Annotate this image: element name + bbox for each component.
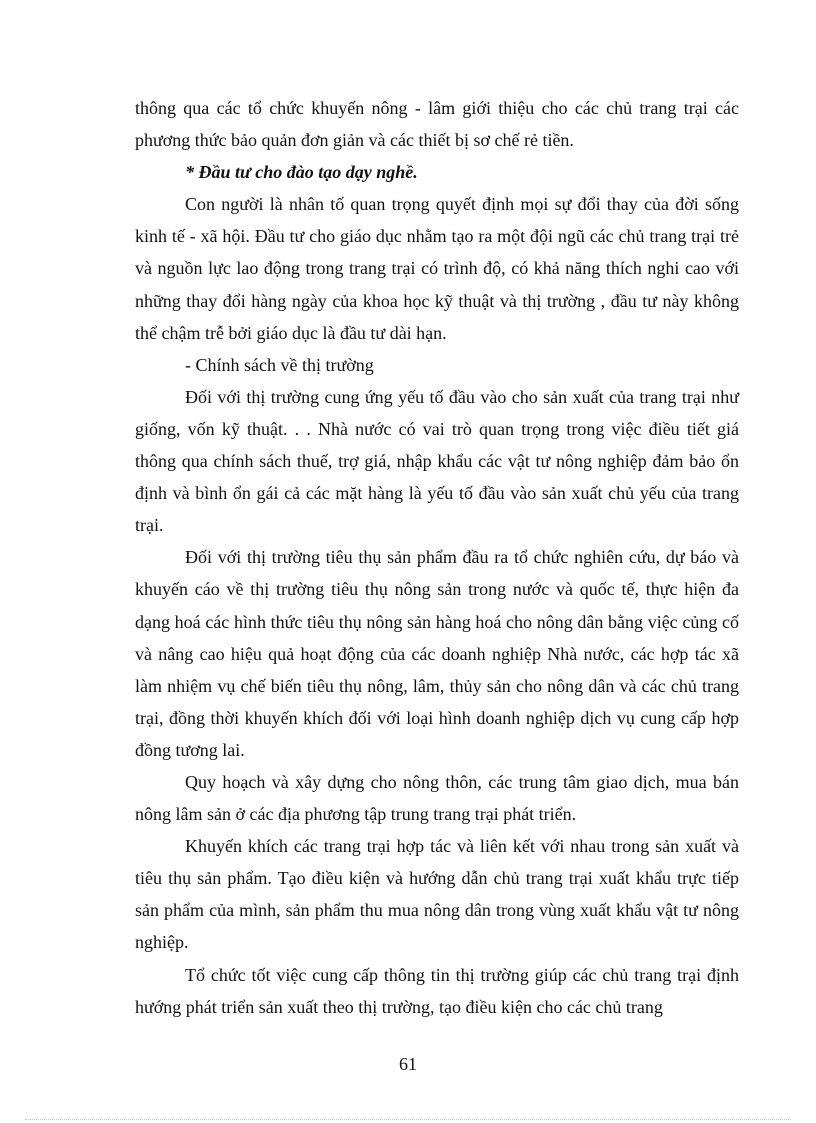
paragraph: Khuyến khích các trang trại hợp tác và liên kết với nhau trong sản xuất và tiêu thụ sản phẩm. Tạo điều kiện và hướng dẫn chủ trang trại xuất khẩu trực tiếp sản phẩm của mình, sản phẩm thu mua nông dân trong vùng xuất khẩu vật tư nông nghiệp. [135,836,739,953]
paragraph: Đối với thị trường cung ứng yếu tố đầu vào cho sản xuất của trang trại như giống, vốn kỹ thuật. . . Nhà nước có vai trò quan trọng trong việc điều tiết giá thông qua chính sách thuế, trợ giá, nhập khẩu các vật tư nông nghiệp đảm bảo ổn định và bình ổn gái cả các mặt hàng là yếu tố đầu vào sản xuất chủ yếu của trang trại. [135,386,739,536]
page-number: 61 [399,1054,417,1074]
paragraph: Quy hoạch và xây dựng cho nông thôn, các trung tâm giao dịch, mua bán nông lâm sản ở các địa phương tập trung trang trại phát triển. [135,771,739,825]
section-heading: * Đầu tư cho đào tạo dạy nghề. [185,162,418,183]
paragraph-continuation: thông qua các tổ chức khuyến nông - lâm giới thiệu cho các chủ trang trại các phương thức bảo quản đơn giản và các thiết bị sơ chế rẻ tiền. [135,98,739,151]
paragraph: Đối với thị trường tiêu thụ sản phẩm đầu ra tổ chức nghiên cứu, dự báo và khuyến cáo về thị trường tiêu thụ nông sản trong nước và quốc tế, thực hiện đa dạng hoá các hình thức tiêu thụ nông sản hàng hoá cho nông dân bằng việc củng cố và nâng cao hiệu quả hoạt động của các doanh nghiệp Nhà nước, các hợp tác xã làm nhiệm vụ chế biến tiêu thụ nông, lâm, thủy sản cho nông dân và các chủ trang trại, đồng thời khuyến khích đối với loại hình doanh nghiệp dịch vụ cung cấp hợp đồng tương lai. [135,547,739,760]
page-bottom-divider [25,1119,791,1120]
paragraph: Con người là nhân tố quan trọng quyết định mọi sự đổi thay của đời sống kinh tế - xã hội. Đầu tư cho giáo dục nhằm tạo ra một đội ngũ các chủ trang trại trẻ và nguồn lực lao động trong trang trại có trình độ, có khả năng thích nghi cao với những thay đổi hàng ngày của khoa học kỹ thuật và thị trường , đầu tư này không thể chậm trễ bởi giáo dục là đầu tư dài hạn. [135,194,739,343]
subheading-market-policy: - Chính sách về thị trường [185,354,374,375]
paragraph: Tổ chức tốt việc cung cấp thông tin thị trường giúp các chủ trang trại định hướng phát triển sản xuất theo thị trường, tạo điều kiện cho các chủ trang [135,964,739,1017]
page-body [135,92,739,1023]
